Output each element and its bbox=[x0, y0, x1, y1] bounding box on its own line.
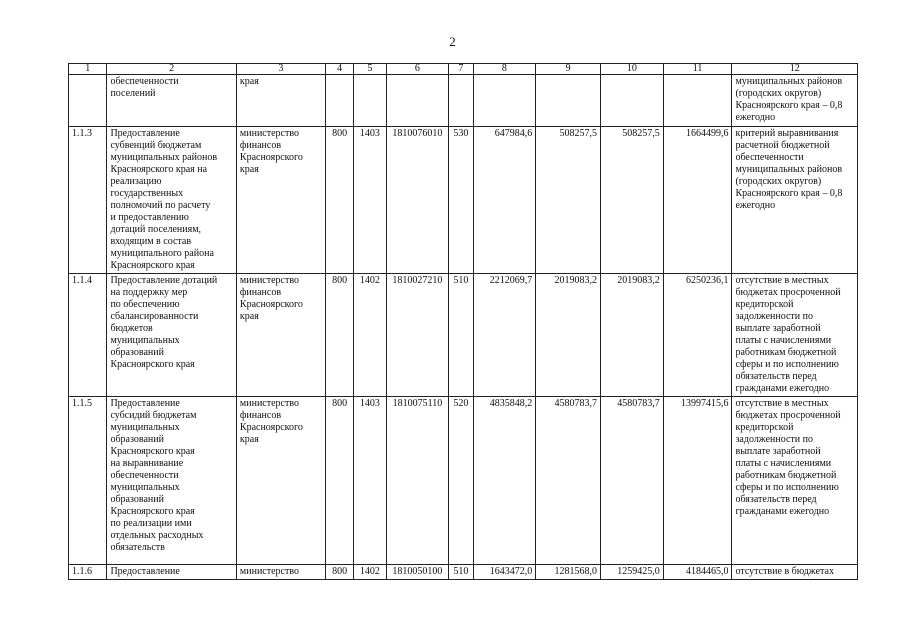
cell-text-line: отсутствие в бюджетах bbox=[735, 566, 834, 577]
cell-text-line: муниципальных bbox=[110, 422, 180, 433]
table-cell-c3 bbox=[236, 397, 325, 565]
table-cell-c1: 1.1.4 bbox=[69, 274, 107, 397]
column-header-12: 12 bbox=[732, 64, 858, 75]
cell-text-line: бюджетах просроченной bbox=[735, 410, 841, 421]
table-cell-c1: 1.1.3 bbox=[69, 127, 107, 274]
table-cell-c12 bbox=[732, 565, 858, 580]
cell-text-line: ежегодно bbox=[735, 200, 776, 211]
cell-text-line: работникам бюджетной bbox=[735, 470, 837, 481]
cell-text-line: сбалансированности bbox=[110, 311, 199, 322]
cell-text-line: муниципального района bbox=[110, 248, 214, 259]
table-cell-c9 bbox=[536, 75, 601, 127]
table-cell-c2 bbox=[107, 75, 236, 127]
table-cell-c7: 510 bbox=[449, 274, 473, 397]
cell-text-line: гражданами ежегодно bbox=[735, 506, 830, 517]
cell-text-line: Красноярского края bbox=[110, 359, 195, 370]
table-cell-c2 bbox=[107, 565, 236, 580]
cell-text-line: субвенций бюджетам bbox=[110, 140, 202, 151]
table-cell-c1: 1.1.6 bbox=[69, 565, 107, 580]
cell-text-line: расчетной бюджетной bbox=[735, 140, 830, 151]
column-header-1: 1 bbox=[69, 64, 107, 75]
cell-text-line: критерий выравнивания bbox=[735, 128, 839, 139]
cell-text-line: Красноярского края bbox=[110, 506, 195, 517]
cell-text-line: обязательств bbox=[110, 542, 165, 553]
cell-text-line: по обеспечению bbox=[110, 299, 180, 310]
cell-text-line: Предоставление bbox=[110, 128, 180, 139]
cell-text-line: задолженности по bbox=[735, 434, 813, 445]
table-cell-c5: 1403 bbox=[354, 397, 386, 565]
table-cell-c9: 4580783,7 bbox=[536, 397, 601, 565]
table-cell-c12 bbox=[732, 397, 858, 565]
table-cell-c5: 1403 bbox=[354, 127, 386, 274]
cell-text-line: образований bbox=[110, 494, 164, 505]
table-cell-c10: 2019083,2 bbox=[600, 274, 663, 397]
table-cell-c12 bbox=[732, 127, 858, 274]
table-cell-c8: 2212069,7 bbox=[473, 274, 536, 397]
cell-text-line: министерство bbox=[239, 275, 299, 286]
cell-text-line: работникам бюджетной bbox=[735, 347, 837, 358]
cell-text-line: (городских округов) bbox=[735, 176, 822, 187]
table-cell-c12 bbox=[732, 274, 858, 397]
column-header-3: 3 bbox=[236, 64, 325, 75]
cell-text-line: Красноярского края bbox=[110, 446, 195, 457]
table-cell-c6 bbox=[386, 75, 449, 127]
cell-text-line: муниципальных районов bbox=[110, 152, 218, 163]
cell-text-line: образований bbox=[110, 434, 164, 445]
cell-text-line: муниципальных районов bbox=[735, 164, 843, 175]
table-cell-c9: 2019083,2 bbox=[536, 274, 601, 397]
cell-text-line: выплате заработной bbox=[735, 323, 821, 334]
table-cell-c2 bbox=[107, 274, 236, 397]
cell-text-line: Предоставление дотаций bbox=[110, 275, 218, 286]
cell-text-line: Красноярского края – 0,8 bbox=[735, 100, 843, 111]
table-cell-c9: 508257,5 bbox=[536, 127, 601, 274]
page-number: 2 bbox=[449, 34, 456, 49]
cell-text-line: входящим в состав bbox=[110, 236, 192, 247]
cell-text-line: министерство bbox=[239, 566, 299, 577]
table-cell-c9: 1281568,0 bbox=[536, 565, 601, 580]
column-header-8: 8 bbox=[473, 64, 536, 75]
cell-text-line: кредиторской bbox=[735, 299, 794, 310]
table-cell-c10 bbox=[600, 75, 663, 127]
table-cell-c10: 1259425,0 bbox=[600, 565, 663, 580]
table-cell-c4: 800 bbox=[325, 565, 353, 580]
cell-text-line: края bbox=[239, 311, 259, 322]
cell-text-line: бюджетов bbox=[110, 323, 153, 334]
cell-text-line: выплате заработной bbox=[735, 446, 821, 457]
table-cell-c4: 800 bbox=[325, 127, 353, 274]
table-row bbox=[69, 127, 858, 274]
table-cell-c6: 1810050100 bbox=[386, 565, 449, 580]
cell-text-line: образований bbox=[110, 347, 164, 358]
cell-text-line: Красноярского bbox=[239, 299, 303, 310]
cell-text-line: Красноярского края bbox=[110, 260, 195, 271]
cell-text-line: обеспеченности bbox=[110, 470, 179, 481]
table-cell-c10: 508257,5 bbox=[600, 127, 663, 274]
table-cell-c4: 800 bbox=[325, 274, 353, 397]
cell-text-line: (городских округов) bbox=[735, 88, 822, 99]
cell-text-line: поселений bbox=[110, 88, 156, 99]
column-header-2: 2 bbox=[107, 64, 236, 75]
table-cell-c4: 800 bbox=[325, 397, 353, 565]
table-cell-c1: 1.1.5 bbox=[69, 397, 107, 565]
cell-text-line: реализацию bbox=[110, 176, 162, 187]
table-cell-c11: 13997415,6 bbox=[663, 397, 732, 565]
column-header-7: 7 bbox=[449, 64, 473, 75]
cell-text-line: отдельных расходных bbox=[110, 530, 204, 541]
cell-text-line: субсидий бюджетам bbox=[110, 410, 197, 421]
table-cell-c8 bbox=[473, 75, 536, 127]
table-cell-c12 bbox=[732, 75, 858, 127]
cell-text-line: обязательств перед bbox=[735, 371, 817, 382]
cell-text-line: отсутствие в местных bbox=[735, 398, 829, 409]
cell-text-line: кредиторской bbox=[735, 422, 794, 433]
cell-text-line: обеспеченности bbox=[735, 152, 804, 163]
table-cell-c7: 530 bbox=[449, 127, 473, 274]
cell-text-line: финансов bbox=[239, 287, 282, 298]
cell-text-line: муниципальных bbox=[110, 482, 180, 493]
header-row bbox=[69, 64, 858, 75]
column-header-6: 6 bbox=[386, 64, 449, 75]
cell-text-line: Красноярского bbox=[239, 152, 303, 163]
cell-text-line: платы с начислениями bbox=[735, 458, 832, 469]
cell-text-line: отсутствие в местных bbox=[735, 275, 829, 286]
table-cell-c5: 1402 bbox=[354, 274, 386, 397]
table-cell-c2 bbox=[107, 397, 236, 565]
cell-text-line: обязательств перед bbox=[735, 494, 817, 505]
cell-text-line: муниципальных районов bbox=[735, 76, 843, 87]
cell-text-line: Красноярского края – 0,8 bbox=[735, 188, 843, 199]
table-cell-c11: 4184465,0 bbox=[663, 565, 732, 580]
table-row bbox=[69, 397, 858, 565]
table-cell-c6: 1810027210 bbox=[386, 274, 449, 397]
table-cell-c5 bbox=[354, 75, 386, 127]
table-cell-c4 bbox=[325, 75, 353, 127]
table-cell-c7 bbox=[449, 75, 473, 127]
table-cell-c5: 1402 bbox=[354, 565, 386, 580]
cell-text-line: бюджетах просроченной bbox=[735, 287, 841, 298]
column-header-5: 5 bbox=[354, 64, 386, 75]
table-cell-c11: 6250236,1 bbox=[663, 274, 732, 397]
table-cell-c3 bbox=[236, 127, 325, 274]
column-header-10: 10 bbox=[600, 64, 663, 75]
cell-text-line: муниципальных bbox=[110, 335, 180, 346]
table-cell-c7: 510 bbox=[449, 565, 473, 580]
cell-text-line: по реализации ими bbox=[110, 518, 192, 529]
cell-text-line: министерство bbox=[239, 398, 299, 409]
cell-text-line: края bbox=[239, 76, 259, 87]
table-cell-c8: 647984,6 bbox=[473, 127, 536, 274]
cell-text-line: платы с начислениями bbox=[735, 335, 832, 346]
column-header-11: 11 bbox=[663, 64, 732, 75]
table-row bbox=[69, 565, 858, 580]
table-row bbox=[69, 274, 858, 397]
cell-text-line: ежегодно bbox=[735, 112, 776, 123]
cell-text-line: на поддержку мер bbox=[110, 287, 188, 298]
cell-text-line: Предоставление bbox=[110, 566, 180, 577]
budget-table bbox=[68, 63, 858, 580]
cell-text-line: сферы и по исполнению bbox=[735, 482, 839, 493]
table-cell-c1 bbox=[69, 75, 107, 127]
table-cell-c2 bbox=[107, 127, 236, 274]
cell-text-line: министерство bbox=[239, 128, 299, 139]
table-cell-c8: 4835848,2 bbox=[473, 397, 536, 565]
cell-text-line: сферы и по исполнению bbox=[735, 359, 839, 370]
table-cell-c3 bbox=[236, 75, 325, 127]
cell-text-line: финансов bbox=[239, 410, 282, 421]
cell-text-line: Предоставление bbox=[110, 398, 180, 409]
table-cell-c3 bbox=[236, 274, 325, 397]
cell-text-line: края bbox=[239, 434, 259, 445]
table-cell-c3 bbox=[236, 565, 325, 580]
cell-text-line: Красноярского bbox=[239, 422, 303, 433]
cell-text-line: финансов bbox=[239, 140, 282, 151]
table-row bbox=[69, 75, 858, 127]
cell-text-line: края bbox=[239, 164, 259, 175]
table-cell-c6: 1810075110 bbox=[386, 397, 449, 565]
cell-text-line: Красноярского края на bbox=[110, 164, 208, 175]
table-cell-c11: 1664499,6 bbox=[663, 127, 732, 274]
cell-text-line: обеспеченности bbox=[110, 76, 179, 87]
column-header-9: 9 bbox=[536, 64, 601, 75]
cell-text-line: государственных bbox=[110, 188, 184, 199]
cell-text-line: задолженности по bbox=[735, 311, 813, 322]
cell-text-line: и предоставлению bbox=[110, 212, 189, 223]
table-cell-c11 bbox=[663, 75, 732, 127]
cell-text-line: полномочий по расчету bbox=[110, 200, 211, 211]
table-cell-c7: 520 bbox=[449, 397, 473, 565]
cell-text-line: дотаций поселениям, bbox=[110, 224, 202, 235]
table-cell-c10: 4580783,7 bbox=[600, 397, 663, 565]
table-cell-c6: 1810076010 bbox=[386, 127, 449, 274]
cell-text-line: на выравнивание bbox=[110, 458, 184, 469]
table-cell-c8: 1643472,0 bbox=[473, 565, 536, 580]
column-header-4: 4 bbox=[325, 64, 353, 75]
cell-text-line: гражданами ежегодно bbox=[735, 383, 830, 394]
